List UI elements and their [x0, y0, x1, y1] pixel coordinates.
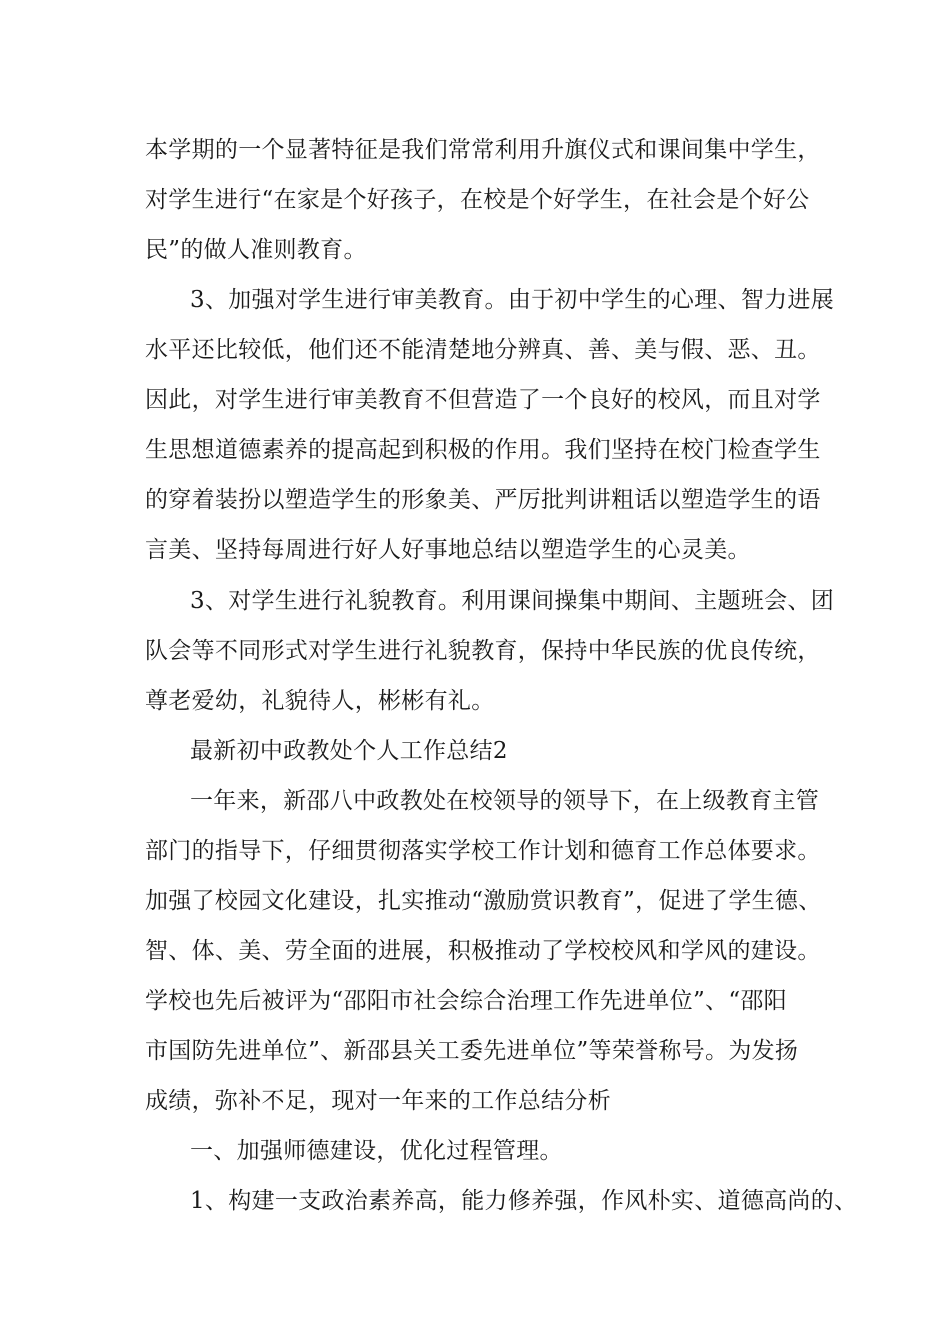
section-heading: 最新初中政教处个人工作总结2 [190, 738, 508, 764]
text-line: 智、体、美、劳全面的进展，积极推动了学校校风和学风的建设。 [145, 938, 821, 964]
text-line: 对学生进行“在家是个好孩子，在校是个好学生，在社会是个好公 [145, 187, 810, 213]
text-line: 加强了校园文化建设，扎实推动“激励赏识教育”，促进了学生德、 [145, 888, 822, 914]
text-line: 部门的指导下，仔细贯彻落实学校工作计划和德育工作总体要求。 [145, 838, 821, 864]
text-line: 市国防先进单位”、新邵县关工委先进单位”等荣誉称号。为发扬 [145, 1038, 799, 1064]
text-line: 民”的做人准则教育。 [145, 237, 367, 263]
text-line: 1、构建一支政治素养高，能力修养强，作风朴实、道德高尚的、 [190, 1188, 858, 1214]
text-line: 的穿着装扮以塑造学生的形象美、严厉批判讲粗话以塑造学生的语 [145, 487, 821, 513]
text-line: 一年来，新邵八中政教处在校领导的领导下，在上级教育主管 [190, 788, 820, 814]
text-line: 3、对学生进行礼貌教育。利用课间操集中期间、主题班会、团 [190, 588, 835, 614]
text-line: 水平还比较低，他们还不能清楚地分辨真、善、美与假、恶、丑。 [145, 337, 821, 363]
text-line: 言美、坚持每周进行好人好事地总结以塑造学生的心灵美。 [145, 537, 751, 563]
text-line: 生思想道德素养的提高起到积极的作用。我们坚持在校门检查学生 [145, 437, 821, 463]
section-heading: 一、加强师德建设，优化过程管理。 [190, 1138, 563, 1164]
text-line: 队会等不同形式对学生进行礼貌教育，保持中华民族的优良传统， [145, 638, 821, 664]
text-line: 3、加强对学生进行审美教育。由于初中学生的心理、智力进展 [190, 287, 835, 313]
text-line: 成绩，弥补不足，现对一年来的工作总结分析 [145, 1088, 611, 1114]
text-line: 尊老爱幼，礼貌待人，彬彬有礼。 [145, 688, 495, 714]
text-line: 本学期的一个显著特征是我们常常利用升旗仪式和课间集中学生， [145, 137, 821, 163]
text-line: 因此，对学生进行审美教育不但营造了一个良好的校风，而且对学 [145, 387, 821, 413]
text-line: 学校也先后被评为“邵阳市社会综合治理工作先进单位”、“邵阳 [145, 988, 787, 1014]
